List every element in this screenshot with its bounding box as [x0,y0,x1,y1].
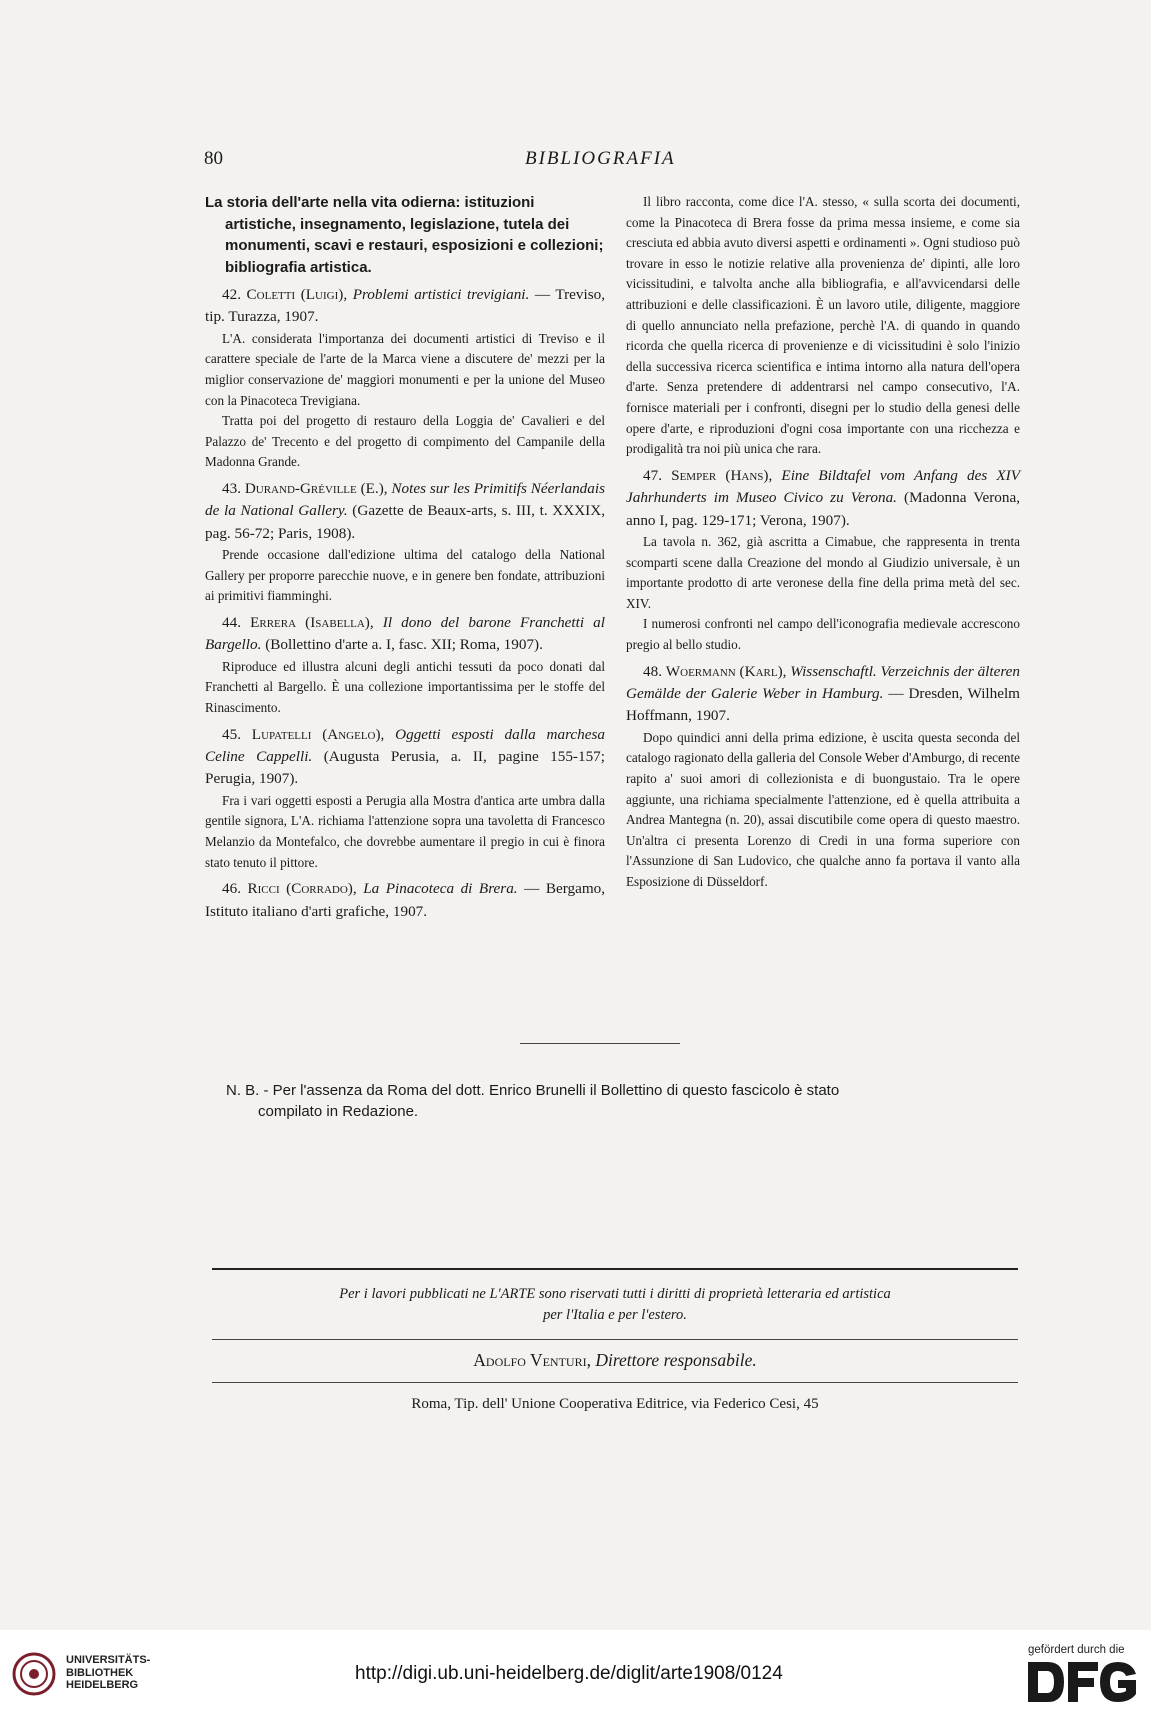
entry-46-citation [205,878,605,923]
entry-number: 47. [643,466,662,484]
entry-43-citation [205,478,605,545]
director-name: Adolfo Venturi, [473,1350,591,1370]
entry-publication: — Bergamo, Istituto italiano d'arti grafiche, 1907. [205,880,606,920]
entry-title: Il dono del barone Franchetti al Bargello. [205,613,605,654]
library-line: UNIVERSITÄTS- [66,1654,151,1666]
entry-publication: (Madonna Verona, anno I, pag. 129-171; Verona, 1907). [626,489,1021,529]
nota-bene-line-2: compilato in Redazione. [258,1103,419,1120]
entry-48-citation [626,661,1020,728]
digitization-footer [0,1630,1151,1716]
director-role: Direttore responsabile. [595,1350,757,1370]
entry-48-body-1: Dopo quindici anni della prima edizione, è uscita questa seconda del catalogo ragionato della galleria del Console Weber d'Amburgo, di recente rapito a' suoi amori di collezionista e di buongustaio. Tra le opere aggiunte, una richiama specialmente l'attenzione, ed è quella attribuita a Andrea Mantegna (n. 20), assai discutibile come opera di questo maestro. Un'altra ci presenta Lorenzo di Credi in una forma superiore con l'Assunzione di San Ludovico, che qualche anno fa portava il vanto alla Esposizione di Düsseldorf. [626,729,1020,889]
nota-bene-line-1: N. B. - Per l'assenza da Roma del dott. Enrico Brunelli il Bollettino di questo fascicolo è stato [226,1082,840,1099]
section-heading: La storia dell'arte nella vita odierna: istituzioni artistiche, insegnamento, legislazione, tutela dei monumenti, scavi e restauri, esposizioni e collezioni; bibliografia artistica. [205,194,604,276]
entry-title: Eine Bildtafel vom Anfang des XIV Jahrhunderts im Museo Civico zu Verona. [626,466,1020,507]
entry-publication: (Bollettino d'arte a. I, fasc. XII; Roma, 1907). [265,636,543,654]
entry-author: Errera (Isabella), [250,613,374,631]
entry-author: Semper (Hans), [671,466,773,484]
printer-imprint: Roma, Tip. dell' Unione Cooperativa Editrice, via Federico Cesi, 45 [411,1396,819,1412]
entry-47-body-2: I numerosi confronti nel campo dell'iconografia medievale accrescono pregio al bello studio. [626,616,1020,652]
entry-publication: — Dresden, Wilhelm Hoffmann, 1907. [626,684,1020,725]
entry-title: Problemi artistici trevigiani. [352,286,530,303]
nota-bene [226,1080,1016,1122]
entry-45-body-1: Fra i vari oggetti esposti a Perugia alla Mostra d'antica arte umbra dalla gentile signora, L'A. richiama l'attenzione sopra una tavoletta di Francesco Melanzio da Montefalco, che dovrebbe aumentare il pregio in cui è finora stato tenuto il pittore. [205,792,605,870]
dfg-logo-icon [1026,1660,1138,1704]
director-line [212,1350,1018,1371]
entry-title: Wissenschaftl. Verzeichnis der älteren Gemälde der Galerie Weber in Hamburg. [626,662,1021,702]
entry-45-citation [205,724,605,791]
entry-publication: — Treviso, tip. Turazza, 1907. [205,286,606,326]
right-column [626,192,1020,892]
entry-number: 44. [222,613,241,631]
entry-publication: (Gazette de Beaux-arts, s. III, t. XXXIX, pag. 56-72; Paris, 1908). [205,502,605,542]
rights-notice [212,1284,1018,1326]
entry-44-body-1: Riproduce ed illustra alcuni degli antichi tessuti da poco donati dal Franchetti al Bargello. È una collezione importantissima per le stoffe del Rinascimento. [205,658,605,715]
entry-author: Ricci (Corrado), [247,880,357,898]
entry-title: Notes sur les Primitifs Néerlandais de la National Gallery. [205,479,605,520]
entry-42-citation [205,284,605,329]
library-line: BIBLIOTHEK [66,1666,134,1679]
page-number: 80 [204,148,223,169]
rule-thin [212,1382,1018,1383]
funded-by-label: gefördert durch die [1028,1644,1125,1656]
left-column [205,192,605,923]
entry-42-body-2: Tratta poi del progetto di restauro della Loggia de' Cavalieri e del Palazzo de' Trecento e del progetto di compimento del Campanile della Madonna Grande. [205,413,605,470]
entry-47-citation [626,465,1020,532]
library-name [66,1654,150,1692]
entry-47-body-1: La tavola n. 362, già ascritta a Cimabue, che rappresenta in trenta scomparti scene dalla Creazione del mondo al Giudizio universale, è un importante prodotto di arte veronese della fine della prima metà del sec. XIV. [626,533,1020,611]
rights-line-1: Per i lavori pubblicati ne L'ARTE sono riservati tutti i diritti di proprietà letteraria ed artistica [339,1286,891,1302]
entry-number: 48. [643,662,662,680]
entry-46-body-1: Il libro racconta, come dice l'A. stesso, « sulla scorta dei documenti, come la Pinacoteca di Brera fosse da prima messa insieme, e come sia cresciuta ed abbia avuto diversi aspetti e ordinamenti ». Ogni studioso può trovare in esso le notizie relative alla provenienza de' dipinti, alle loro vicissitudini, e talvolta anche alla bibliografia, e all'avvicendarsi delle attribuzioni e delle classificazioni. È un lavoro utile, diligente, maggiore di quello annunciato nella prefazione, perchè l'A. di quando in quando ricorda che quella ricerca di provenienze e di vicissitudini è solo l'inizio della successiva ricerca scientifica e intima intorno alla natura dell'opera d'arte. Senza pretendere di addentrarsi nel campo consecutivo, l'A. fornisce materiali per i confronti, disegni per lo studio della genesi delle opere d'arte, e riproduzioni d'ogni cosa importante con una ricchezza e prodigalità tra noi più unica che rara. [626,194,1020,457]
ub-seal-icon [12,1652,56,1696]
entry-publication: (Augusta Perusia, a. II, pagine 155-157; Perugia, 1907). [205,747,605,788]
rights-line-2: per l'Italia e per l'estero. [543,1307,687,1323]
entry-number: 43. [222,479,241,497]
rule-thin [212,1339,1018,1340]
entry-author: Coletti (Luigi), [246,286,348,303]
entry-44-citation [205,612,605,657]
entry-43-body-1: Prende occasione dall'edizione ultima del catalogo della National Gallery per proporre parecchie nuove, e in genere ben fondate, attribuzioni ai primitivi fiamminghi. [205,547,605,604]
entry-number: 45. [222,725,241,743]
entry-42-body-1: L'A. considerata l'importanza dei documenti artistici di Treviso e il carattere speciale de l'arte de la Marca viene a discutere de' mezzi per la miglior conservazione de' maggiori monumenti e per la unione del Museo con la Pinacoteca Trevigiana. [205,330,605,408]
entry-author: Woermann (Karl), [665,662,787,680]
entry-author: Lupatelli (Angelo), [251,725,385,743]
entry-title: Oggetti esposti dalla marchesa Celine Cappelli. [205,725,606,765]
entry-number: 42. [222,286,241,303]
section-divider [520,1043,680,1044]
permalink-url[interactable]: http://digi.ub.uni-heidelberg.de/diglit/arte1908/0124 [355,1663,783,1684]
entry-number: 46. [222,880,241,898]
library-line: HEIDELBERG [66,1679,139,1691]
running-title: BIBLIOGRAFIA [525,148,676,169]
entry-title: La Pinacoteca di Brera. [363,880,518,898]
entry-author: Durand-Gréville (E.), [244,479,388,497]
rule-thick [212,1268,1018,1270]
